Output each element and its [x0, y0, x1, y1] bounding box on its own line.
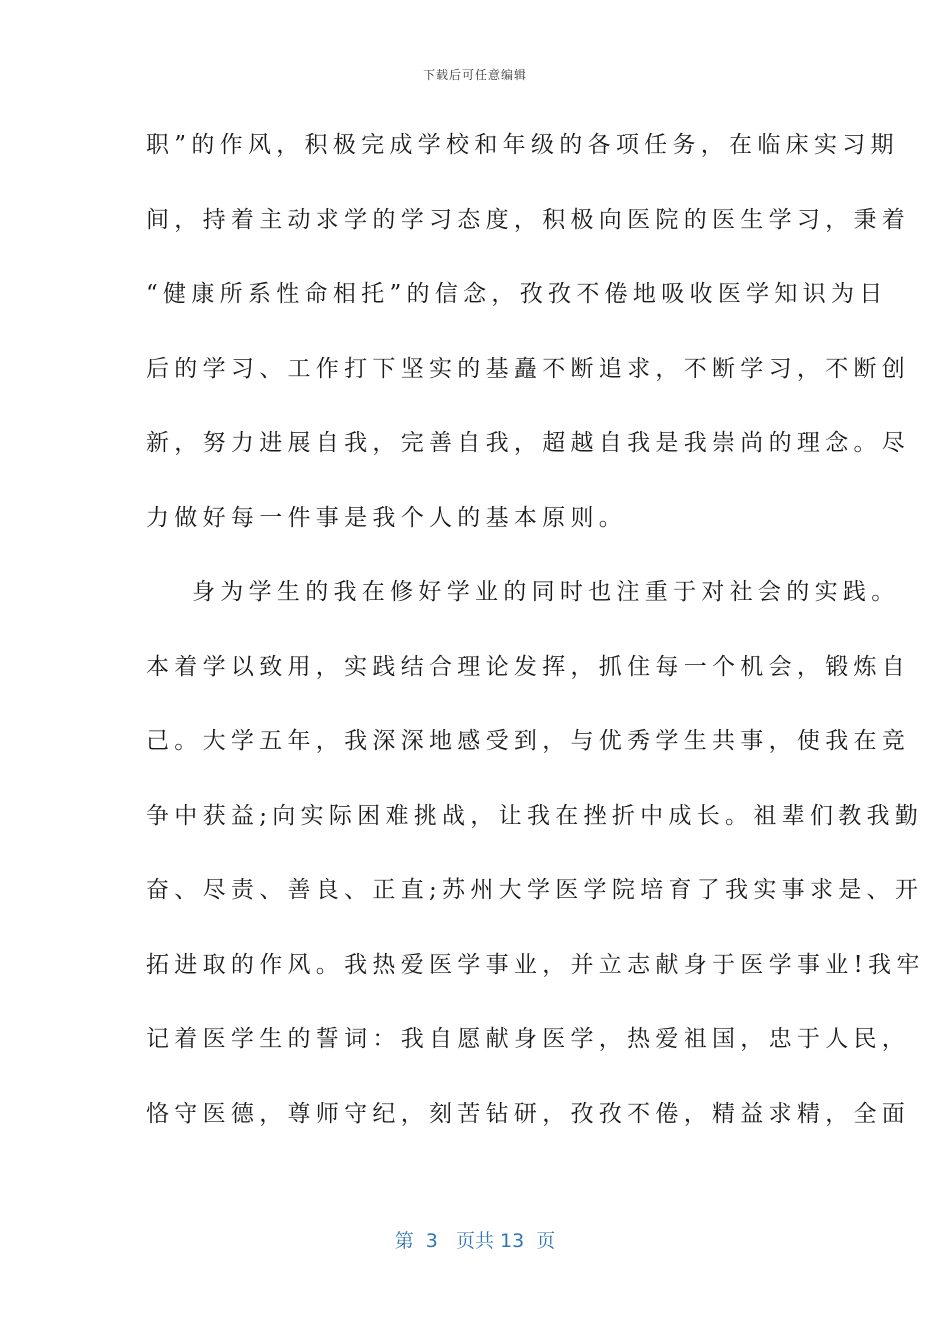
document-body: [146, 125, 925, 1168]
text-line: 新，努力进展自我，完善自我，超越自我是我崇尚的理念。尽: [146, 430, 911, 456]
paragraph-start-line: 身为学生的我在修好学业的同时也注重于对社会的实践。: [192, 579, 900, 605]
text-line: 奋、尽责、善良、正直;苏州大学医学院培育了我实事求是、开: [146, 877, 924, 903]
text-line: 间，持着主动求学的学习态度，积极向医院的医生学习，秉着: [146, 206, 911, 233]
text-line: 争中获益;向实际困难挑战，让我在挫折中成长。祖辈们教我勤: [146, 802, 924, 829]
text-line: 己。大学五年，我深深地感受到，与优秀学生共事，使我在竞: [146, 728, 911, 754]
text-line: 记着医学生的誓词：我自愿献身医学，热爱祖国，忠于人民，: [146, 1026, 911, 1052]
text-line: “健康所系性命相托”的信念，孜孜不倦地吸收医学知识为日: [146, 281, 888, 307]
page-header-note: 下载后可任意编辑: [422, 68, 527, 82]
page-number-footer: 第 3 页共 13 页: [394, 1230, 556, 1252]
text-line: 恪守医德，尊师守纪，刻苦钻研，孜孜不倦，精益求精，全面: [146, 1100, 911, 1127]
text-line: 本着学以致用，实践结合理论发挥，抓住每一个机会，锻炼自: [146, 653, 911, 680]
text-line: 力做好每一件事是我个人的基本原则。: [146, 504, 628, 531]
text-line: 职”的作风，积极完成学校和年级的各项任务，在临床实习期: [146, 132, 899, 158]
text-line: 拓进取的作风。我热爱医学事业，并立志献身于医学事业!我牢: [146, 951, 925, 978]
text-line: 后的学习、工作打下坚实的基矗不断追求，不断学习，不断创: [146, 355, 911, 382]
